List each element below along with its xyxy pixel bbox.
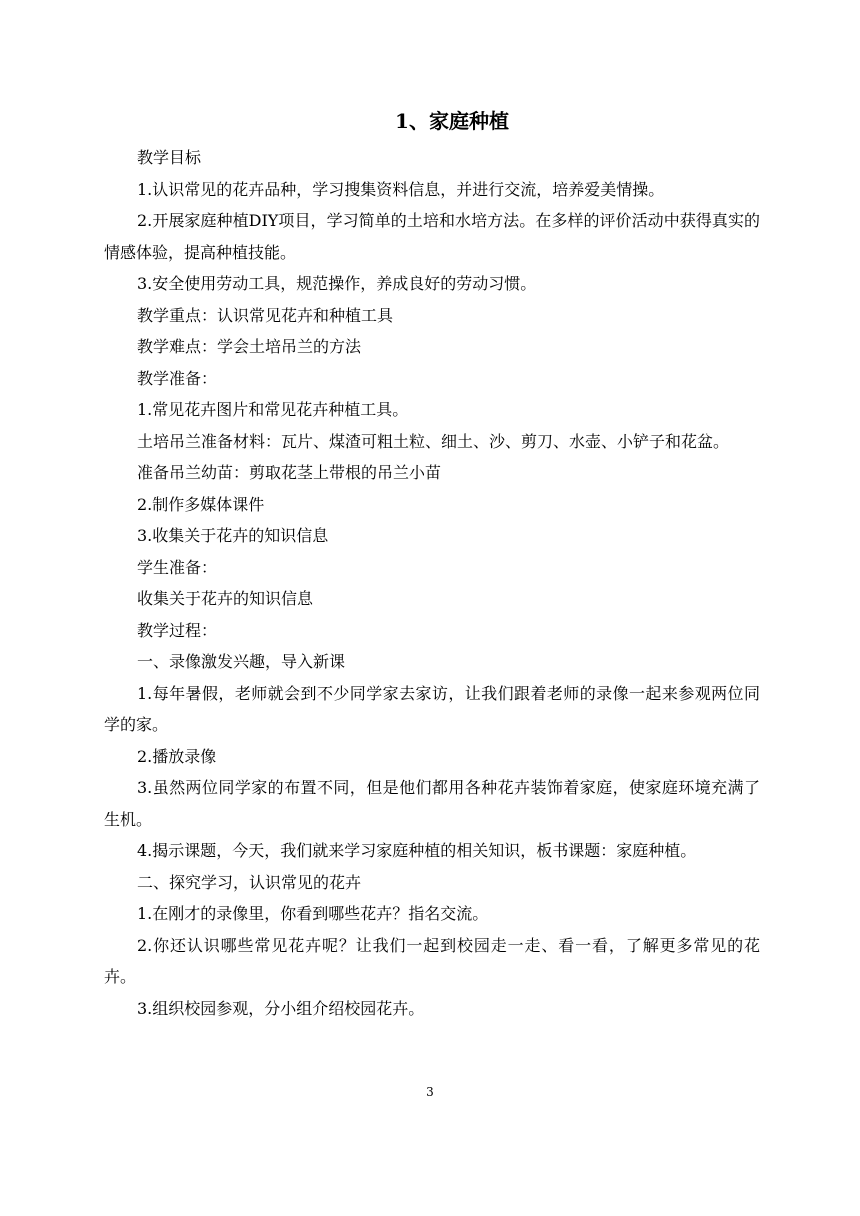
paragraph-section-1-item-2: 2.播放录像: [137, 746, 217, 766]
paragraph-materials: 土培吊兰准备材料：瓦片、煤渣可粗土粒、细土、沙、剪刀、水壶、小铲子和花盆。: [137, 431, 730, 451]
paragraph-teaching-goals-heading: 教学目标: [137, 148, 202, 167]
paragraph-preparation-1: 1.常见花卉图片和常见花卉种植工具。: [137, 400, 409, 419]
paragraph-preparation-2: 2.制作多媒体课件: [137, 494, 265, 514]
paragraph-difficulty: 教学难点：学会土培吊兰的方法: [137, 337, 362, 356]
page-title: 1、家庭种植: [395, 109, 509, 133]
paragraph-process-heading: 教学过程：: [137, 620, 218, 640]
paragraph-section-2-heading: 二、探究学习，认识常见的花卉: [137, 872, 362, 892]
paragraph-section-2-item-3: 3.组织校园参观，分小组介绍校园花卉。: [137, 998, 425, 1018]
page-number: 3: [426, 1085, 434, 1099]
paragraph-preparation-heading: 教学准备：: [137, 368, 218, 388]
paragraph-section-1-item-4: 4.揭示课题，今天，我们就来学习家庭种植的相关知识，板书课题：家庭种植。: [137, 841, 697, 860]
paragraph-key-point: 教学重点：认识常见花卉和种植工具: [137, 305, 394, 325]
paragraph-seedlings: 准备吊兰幼苗：剪取花茎上带根的吊兰小苗: [137, 463, 442, 482]
paragraph-student-prep: 收集关于花卉的知识信息: [137, 589, 314, 608]
paragraph-preparation-3: 3.收集关于花卉的知识信息: [137, 526, 329, 545]
paragraph-section-2-item-1: 1.在刚才的录像里，你看到哪些花卉？指名交流。: [137, 904, 489, 923]
paragraph-goal-3: 3.安全使用劳动工具，规范操作，养成良好的劳动习惯。: [137, 274, 537, 293]
paragraph-section-1-heading: 一、录像激发兴趣，导入新课: [137, 652, 346, 671]
paragraph-goal-1: 1.认识常见的花卉品种，学习搜集资料信息，并进行交流，培养爱美情操。: [137, 179, 665, 199]
paragraph-section-1-item-3: 3.虽然两位同学家的布置不同，但是他们都用各种花卉装饰着家庭，使家庭环境充满了生机。: [104, 778, 760, 829]
paragraph-goal-2: 2.开展家庭种植DIY项目，学习简单的土培和水培方法。在多样的评价活动中获得真实的情感体验，提高种植技能。: [104, 211, 760, 262]
paragraph-section-1-item-1: 1.每年暑假，老师就会到不少同学家去家访，让我们跟着老师的录像一起来参观两位同学的家。: [104, 683, 760, 734]
paragraph-student-prep-heading: 学生准备：: [137, 557, 218, 577]
paragraph-section-2-item-2: 2.你还认识哪些常见花卉呢？让我们一起到校园走一走、看一看，了解更多常见的花卉。: [104, 935, 760, 986]
document-body: [104, 142, 760, 1024]
